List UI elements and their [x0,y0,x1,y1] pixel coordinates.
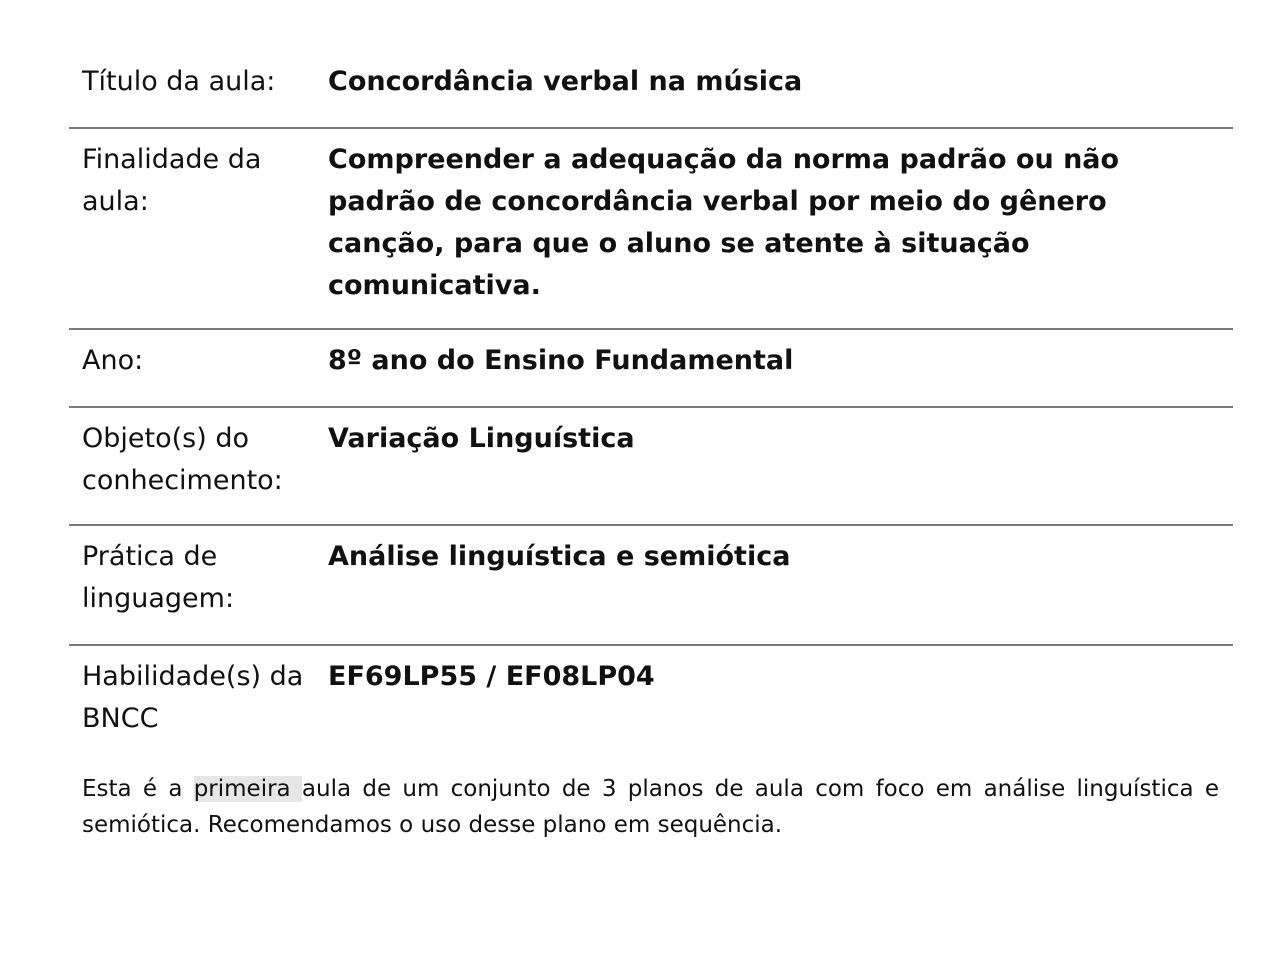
note-highlight: primeira [193,776,302,802]
label-titulo: Título da aula: [82,66,276,97]
note-text-after: aula de um conjunto de 3 planos de aula com foco em análise linguística e semiótica. Recomendamos o uso desse plano em sequência. [82,776,1219,838]
label-pratica: Prática de linguagem: [82,541,235,614]
value-finalidade: Compreender a adequação da norma padrão ou não padrão de concordância verbal por meio do gênero canção, para que o aluno se atente à situação comunicativa. [328,144,1120,301]
value-titulo: Concordância verbal na música [328,66,803,97]
label-finalidade: Finalidade da aula: [82,144,262,217]
row-objeto [69,418,1233,526]
row-pratica [69,536,1233,646]
value-pratica: Análise linguística e semiótica [328,541,791,572]
row-ano [69,340,1233,408]
value-objeto: Variação Linguística [328,423,635,454]
label-objeto: Objeto(s) do conhecimento: [82,423,283,496]
row-finalidade [69,139,1233,330]
label-habilidade: Habilidade(s) da BNCC [82,661,304,734]
sequence-note [82,771,1219,843]
value-ano: 8º ano do Ensino Fundamental [328,345,794,376]
note-text-before: Esta é a [82,776,194,802]
label-ano: Ano: [82,345,144,376]
value-habilidade: EF69LP55 / EF08LP04 [328,661,655,692]
row-habilidade [69,656,1233,746]
row-titulo [69,61,1233,129]
